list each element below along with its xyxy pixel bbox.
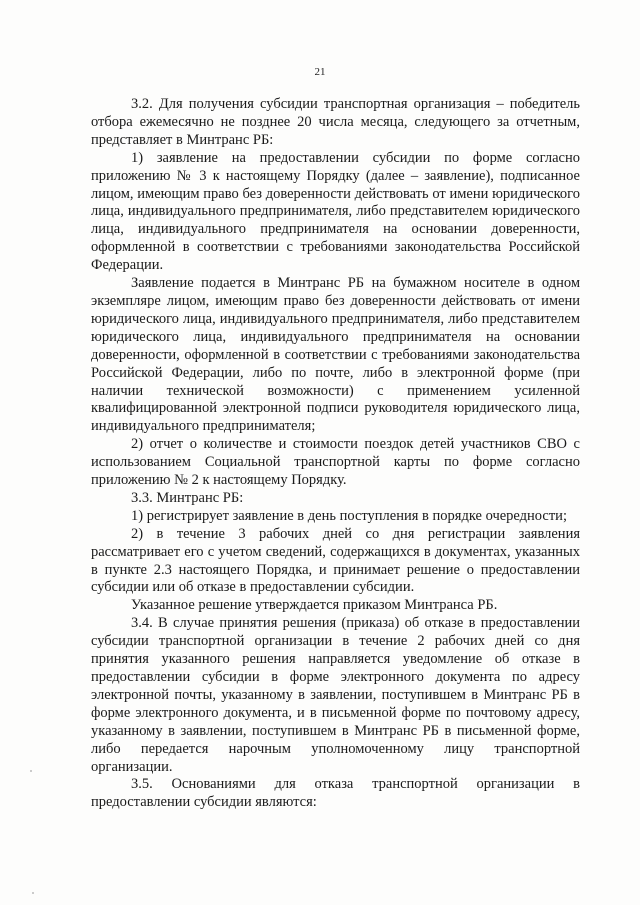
paragraph-decision-approval: Указанное решение утверждается приказом Минтранса РБ. [131,597,498,614]
paragraph-3-2: 3.2. Для получения субсидии транспортная организация – победитель отбора ежемесячно не позднее 20 числа месяца, следующего за отчетным, представляет в Минтранс РБ: [91,96,580,148]
paragraph-3-3-item-1: 1) регистрирует заявление в день поступления в порядке очередности; [131,507,567,524]
paragraph-3-3-item-2: 2) в течение 3 рабочих дней со дня регистрации заявления рассматривает его с учетом сведений, содержащихся в документах, указанных в пункте 2.3 настоящего Порядка, и принимает решение о предоставлении субсидии или об отказе в предоставлении субсидии. [91,525,580,596]
paragraph-3-4: 3.4. В случае принятия решения (приказа) об отказе в предоставлении субсидии транспортной организации в течение 2 рабочих дней со дня принятия указанного решения направляется уведомление об отказе в предоставлении субсидии в форме электронного документа по адресу электронной почты, указанному в заявлении, поступившем в Минтранс РБ в форме электронного документа, и в письменной форме по почтовому адресу, указанному в заявлении, поступившем в Минтранс РБ в письменной форме, либо передается нарочным уполномоченному лицу транспортной организации. [91,615,580,775]
scan-speck [30,770,32,772]
paragraph-application-submission: Заявление подается в Минтранс РБ на бумажном носителе в одном экземпляре лицом, имеющим право без доверенности действовать от имени юридического лица, индивидуального предпринимателя, либо представителем юридического лица, индивидуального предпринимателя на основании доверенности, оформленной в соответствии с требованиями законодательства Российской Федерации, либо по почте, либо в электронной форме (при наличии технической возможности) с применением усиленной квалифицированной электронной подписи руководителя юридического лица, индивидуального предпринимателя; [91,275,580,435]
page-number: 21 [314,66,326,78]
paragraph-3-3: 3.3. Минтранс РБ: [131,489,244,506]
scan-speck [32,892,34,894]
document-body [91,96,580,812]
paragraph-item-1-application: 1) заявление на предоставлении субсидии по форме согласно приложению № 3 к настоящему Порядку (далее – заявление), подписанное лицом, имеющим право без доверенности действовать от имени юридического лица, индивидуального предпринимателя, либо представителем юридического лица, индивидуального предпринимателя на основании доверенности, оформленной в соответствии с требованиями законодательства Российской Федерации. [91,149,580,274]
paragraph-item-2-report: 2) отчет о количестве и стоимости поездок детей участников СВО с использованием Социальной транспортной карты по форме согласно приложению № 2 к настоящему Порядку. [91,436,580,489]
paragraph-3-5: 3.5. Основаниями для отказа транспортной организации в предоставлении субсидии являются: [91,776,580,811]
